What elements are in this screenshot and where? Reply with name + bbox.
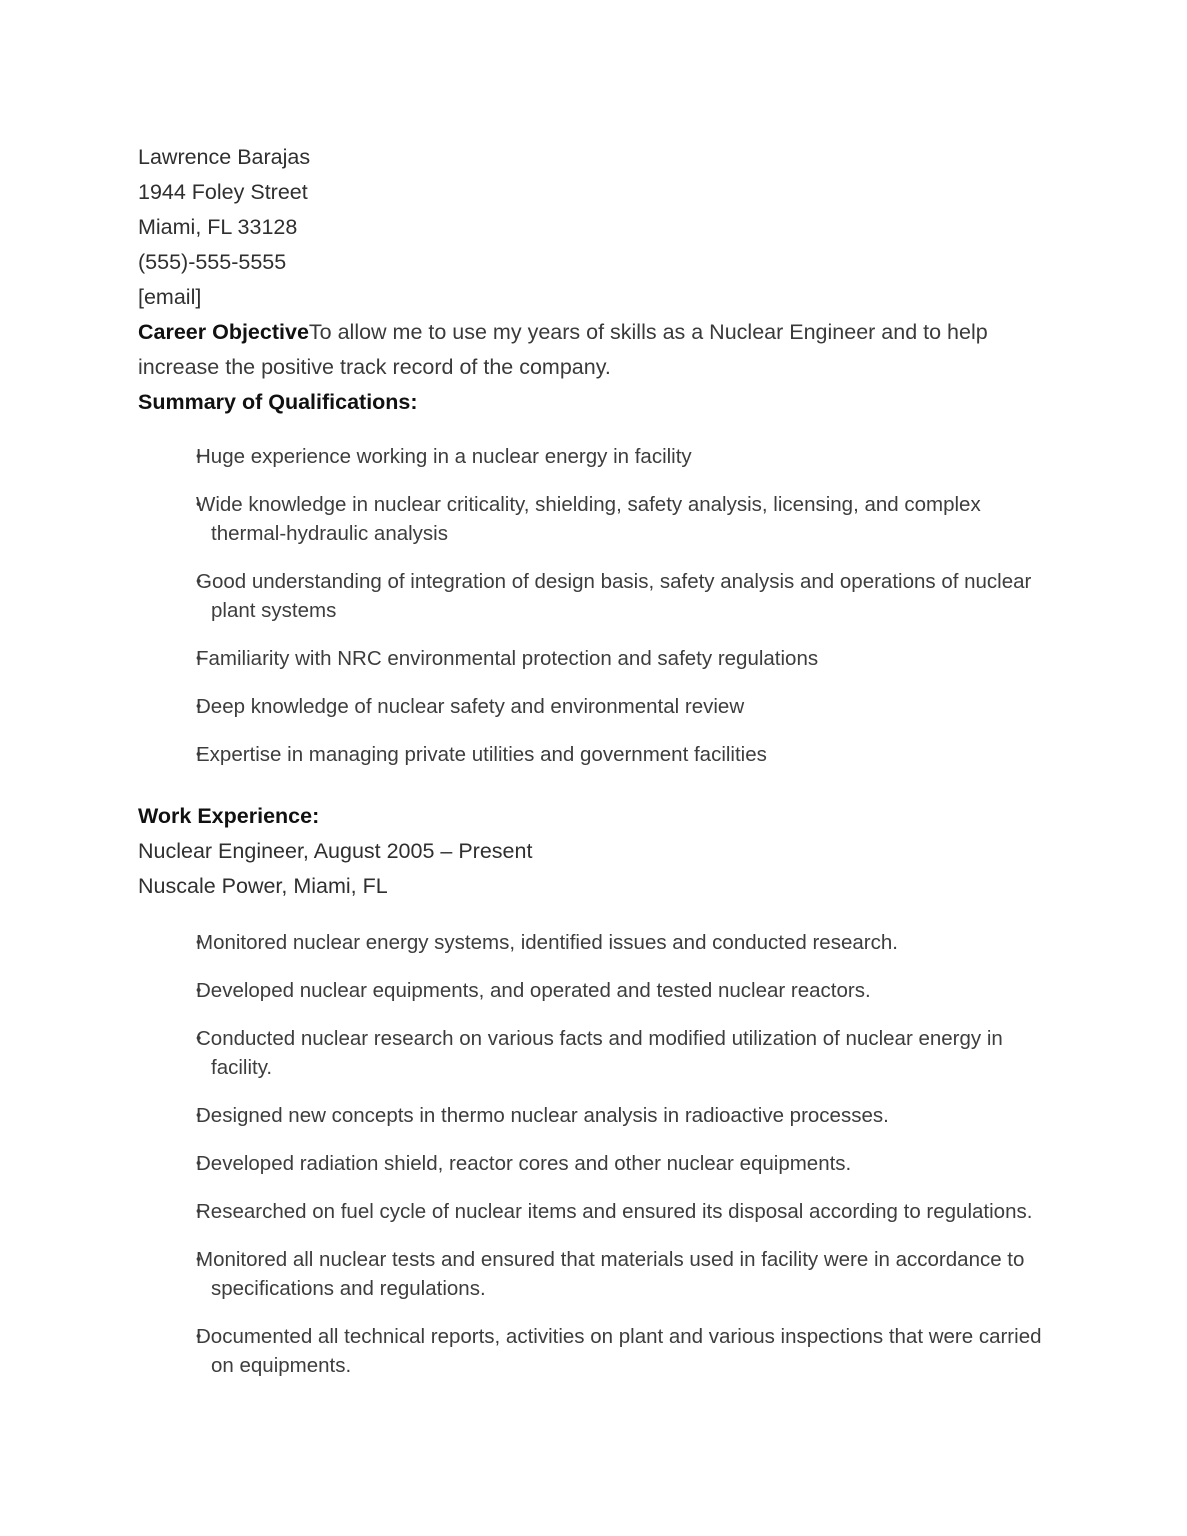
list-item: • Documented all technical reports, activities on plant and various inspections that were carried on equipments.: [138, 1322, 1047, 1380]
job-title-and-dates: Nuclear Engineer, August 2005 – Present: [138, 839, 533, 863]
list-item: • Conducted nuclear research on various facts and modified utilization of nuclear energy in facility.: [138, 1024, 1047, 1082]
qualifications-heading: Summary of Qualifications:: [138, 390, 418, 414]
phone-number: (555)-555-5555: [138, 250, 287, 274]
employer-and-location: Nuscale Power, Miami, FL: [138, 874, 388, 898]
career-objective-paragraph: [138, 315, 1024, 385]
list-item: • Monitored nuclear energy systems, identified issues and conducted research.: [138, 928, 1047, 957]
email-address: [email]: [138, 285, 202, 309]
list-item: • Huge experience working in a nuclear energy in facility: [138, 442, 1047, 471]
list-item: • Expertise in managing private utilities and government facilities: [138, 740, 1047, 769]
list-item: • Deep knowledge of nuclear safety and environmental review: [138, 692, 1047, 721]
list-item: • Developed nuclear equipments, and operated and tested nuclear reactors.: [138, 976, 1047, 1005]
candidate-name: Lawrence Barajas: [138, 145, 311, 169]
list-item: • Researched on fuel cycle of nuclear items and ensured its disposal according to regulations.: [138, 1197, 1047, 1226]
list-item: • Familiarity with NRC environmental protection and safety regulations: [138, 644, 1047, 673]
work-experience-list: [138, 928, 1047, 1380]
street-address: 1944 Foley Street: [138, 180, 308, 204]
city-state-zip: Miami, FL 33128: [138, 215, 298, 239]
list-item: • Designed new concepts in thermo nuclear analysis in radioactive processes.: [138, 1101, 1047, 1130]
career-objective-text: To allow me to use my years of skills as a Nuclear Engineer and to help increase the positive track record of the company.: [138, 320, 988, 379]
list-item: • Developed radiation shield, reactor cores and other nuclear equipments.: [138, 1149, 1047, 1178]
qualifications-list: [138, 442, 1047, 769]
contact-block: [138, 140, 1047, 315]
list-item: • Good understanding of integration of design basis, safety analysis and operations of nuclear plant systems: [138, 567, 1047, 625]
list-item: • Monitored all nuclear tests and ensured that materials used in facility were in accordance to specifications and regulations.: [138, 1245, 1047, 1303]
work-experience-block: [138, 799, 1047, 904]
career-objective-label: Career Objective: [138, 320, 309, 344]
work-experience-heading: Work Experience:: [138, 804, 320, 828]
list-item: • Wide knowledge in nuclear criticality, shielding, safety analysis, licensing, and complex thermal-hydraulic analysis: [138, 490, 1047, 548]
